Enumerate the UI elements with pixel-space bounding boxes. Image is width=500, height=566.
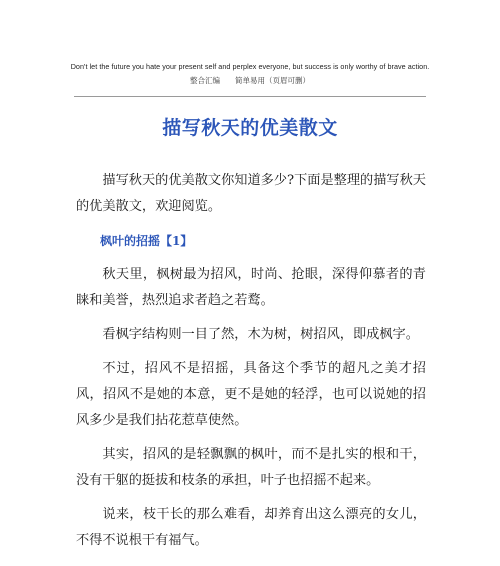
intro-paragraph: 描写秋天的优美散文你知道多少?下面是整理的描写秋天的优美散文，欢迎阅览。	[76, 173, 426, 214]
document-title: 描写秋天的优美散文	[162, 117, 338, 139]
header-subtitle: 整合汇编 简单易用（页眉可删）	[190, 76, 310, 85]
body-paragraph: 不过，招风不是招摇，具备这个季节的超凡之美才招风，招风不是她的本意，更不是她的轻浮，也可以说她的招风多少是我们拈花惹草使然。	[76, 361, 426, 428]
body-paragraph: 看枫字结构则一目了然，木为树，树招风，即成枫字。	[102, 327, 419, 342]
header-quote: Don't let the future you hate your present self and perplex everyone, but success is only worthy of brave action.	[70, 62, 430, 71]
document-body	[76, 168, 426, 562]
section-heading: 枫叶的招摇【1】	[100, 234, 193, 248]
body-paragraph: 说来，枝干长的那么难看，却养育出这么漂亮的女儿，不得不说根干有福气。	[76, 507, 426, 548]
body-paragraph: 秋天里，枫树最为招风，时尚、抢眼，深得仰慕者的青睐和美誉，热烈追求者趋之若鹜。	[76, 267, 426, 308]
body-paragraph: 其实，招风的是轻飘飘的枫叶，而不是扎实的根和干，没有干躯的挺拔和枝条的承担，叶子也招摇不起来。	[76, 447, 426, 488]
header-divider	[74, 96, 426, 97]
